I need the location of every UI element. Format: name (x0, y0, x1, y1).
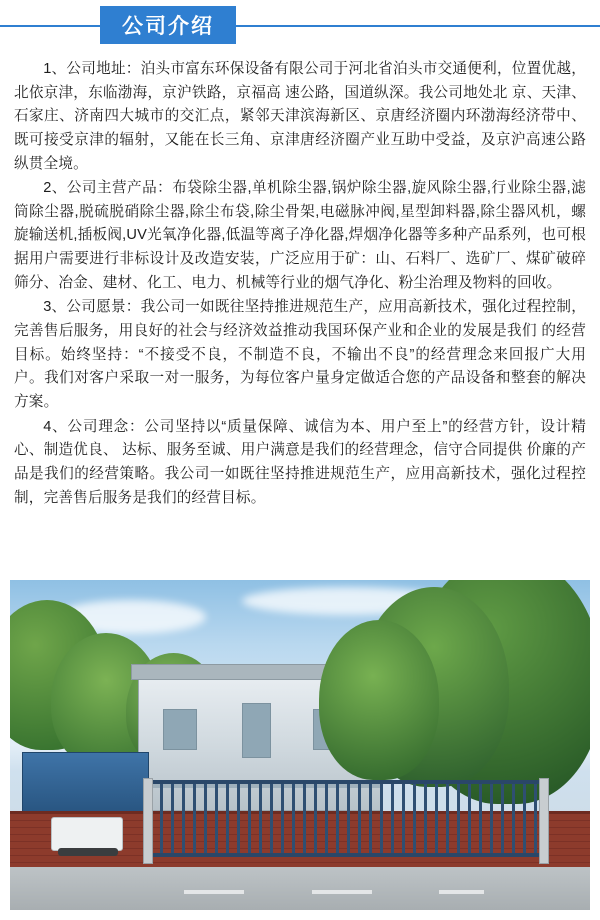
tree-shape (319, 620, 439, 780)
header-rule-right (236, 6, 600, 46)
gate-post (143, 778, 153, 864)
building-window (242, 703, 271, 758)
intro-body (0, 46, 600, 510)
paragraph-products: 2、公司主营产品：布袋除尘器,单机除尘器,锅炉除尘器,旋风除尘器,行业除尘器,滤筒除尘器,脱硫脱硝除尘器,除尘布袋,除尘骨架,电磁脉冲阀,星型卸料器,除尘器风机，螺旋输送机,插板阀,UV光氧净化器,低温等离子净化器,焊烟净化器等多种产品系列，也可根据用户需要进行非标设计及改造安装，广泛应用于矿：山、石料厂、选矿厂、煤矿破碎筛分、冶金、建材、化工、电力、机械等行业的烟气净化、粉尘治理及物料的回收。 (14, 180, 586, 291)
paragraph-vision: 3、公司愿景：我公司一如既往坚持推进规范生产，应用高新技术，强化过程控制，完善售后服务，用良好的社会与经济效益推动我国环保产业和企业的发展是我们 的经营目标。始终坚持：“不接受不良，不制造不良，不输出不良”的经营理念来回报广大用户。我们对客户采取一对一服务，为每位客户量身定做适合您的产品设备和整套的解决方案。 (14, 299, 586, 410)
factory-photo (10, 580, 590, 910)
company-introduction-page (0, 6, 600, 920)
header-rule-left (0, 6, 100, 46)
page-title: 公司介绍 (100, 6, 236, 44)
header-rule-line-right (236, 25, 600, 27)
gate-post (539, 778, 549, 864)
paragraph-address: 1、公司地址：泊头市富东环保设备有限公司于河北省泊头市交通便利，位置优越，北依京津，东临渤海，京沪铁路，京福高 速公路，国道纵深。我公司地处北 京、天津、石家庄、济南四大城市的交汇点，紧邻天津滨海新区、京唐经济圈内环渤海经济带中、既可接受京津的辐射，又能在长三角、京津唐经济圈产业互助中受益，及京沪高速公路纵贯全境。 (14, 61, 586, 172)
gate-fence (149, 780, 543, 857)
road-marking (184, 890, 244, 894)
side-building (22, 752, 150, 818)
building-window (163, 709, 197, 750)
section-header (0, 6, 600, 46)
truck-shape (51, 817, 123, 851)
road-marking (439, 890, 484, 894)
header-rule-line-left (0, 25, 100, 27)
factory-photo-image (10, 580, 590, 910)
paragraph-philosophy: 4、公司理念：公司坚持以“质量保障、诚信为本、用户至上”的经营方针，设计精心、制造优良、 达标、服务至诚、用户满意是我们的经营理念，信守合同提供 价廉的产品是我们的经营策略。我公司一如既往坚持推进规范生产，应用高新技术，强化过程控制，完善售后服务是我们的经营目标。 (14, 418, 586, 506)
road-marking (312, 890, 372, 894)
